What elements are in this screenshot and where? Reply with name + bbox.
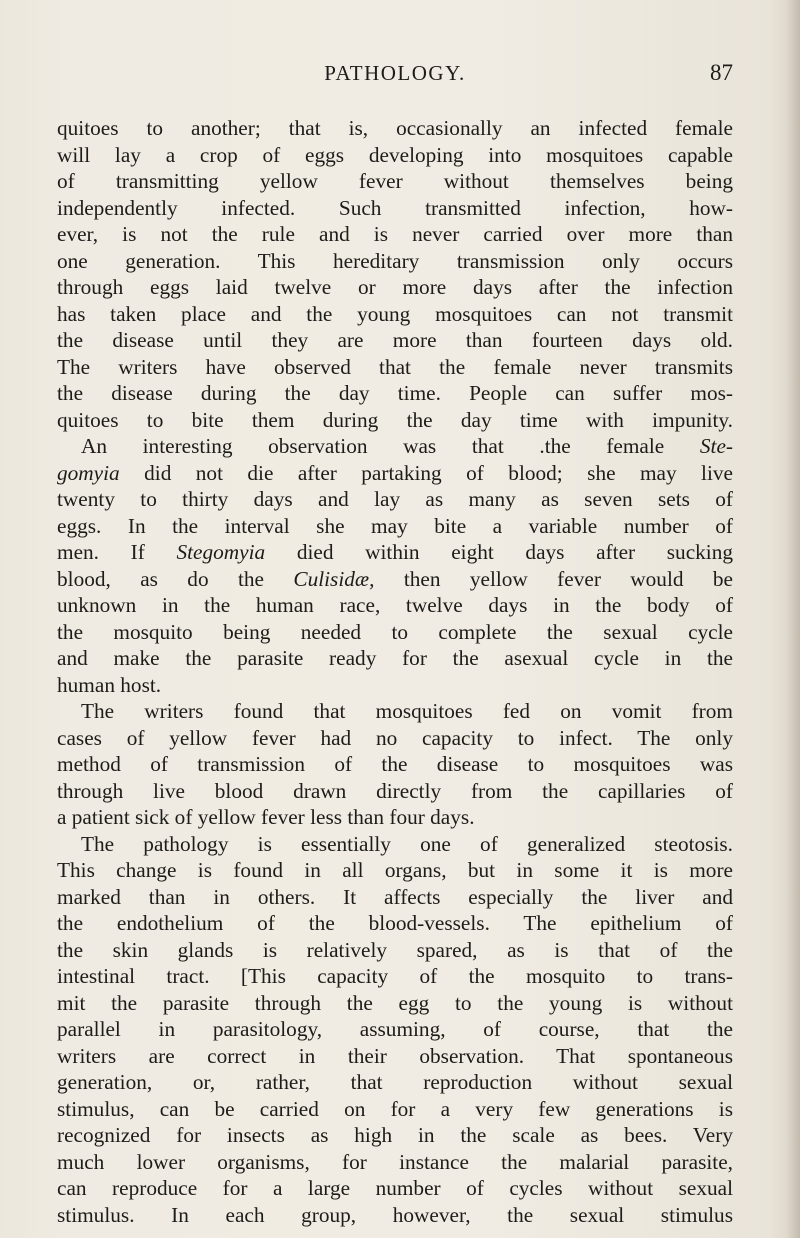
text-line bbox=[57, 1043, 733, 1070]
text-line bbox=[57, 725, 733, 752]
text-line bbox=[57, 645, 733, 672]
page-edge-shadow bbox=[786, 0, 800, 1238]
line-text: independently infected. Such transmitted infection, how- bbox=[57, 195, 733, 220]
line-text: can reproduce for a large number of cycles without sexual bbox=[57, 1176, 733, 1200]
text-line bbox=[57, 937, 733, 964]
text-line bbox=[57, 142, 733, 169]
text-line bbox=[57, 407, 733, 434]
running-title: PATHOLOGY. bbox=[324, 61, 466, 85]
line-text: the disease during the day time. People can suffer mos- bbox=[57, 381, 733, 405]
text-line bbox=[57, 1016, 733, 1043]
line-text: of transmitting yellow fever without themselves being bbox=[57, 169, 733, 193]
italic-term: Stegomyia bbox=[176, 540, 266, 564]
line-text: human host. bbox=[57, 672, 162, 697]
line-text: generation, or, rather, that reproduction without sexual bbox=[57, 1070, 733, 1094]
text-line bbox=[57, 751, 733, 778]
line-text: stimulus, can be carried on for a very few generations is bbox=[57, 1096, 733, 1121]
italic-term: gomyia bbox=[57, 460, 120, 485]
line-text: method of transmission of the disease to mosquitoes was bbox=[57, 752, 733, 776]
text-line bbox=[57, 1069, 733, 1096]
text-line bbox=[57, 592, 733, 619]
line-text: unknown in the human race, twelve days in the body of bbox=[57, 593, 733, 617]
text-line bbox=[57, 168, 733, 195]
text-line bbox=[57, 831, 733, 858]
line-text: and make the parasite ready for the asexual cycle in the bbox=[57, 646, 733, 670]
text-line bbox=[57, 274, 733, 301]
text-line bbox=[57, 1202, 733, 1229]
text-line bbox=[57, 990, 733, 1017]
line-text: quitoes to bite them during the day time with impunity. bbox=[57, 407, 733, 432]
line-text: mit the parasite through the egg to the young is without bbox=[57, 990, 733, 1015]
text-line bbox=[57, 963, 733, 990]
line-text: has taken place and the young mosquitoes can not transmit bbox=[57, 301, 733, 326]
text-line bbox=[57, 1149, 733, 1176]
line-text: parallel in parasitology, assuming, of course, that the bbox=[57, 1017, 733, 1041]
text-line bbox=[57, 804, 733, 831]
line-text: The writers found that mosquitoes fed on vomit from bbox=[81, 699, 733, 723]
text-line bbox=[57, 857, 733, 884]
text-line bbox=[57, 460, 733, 487]
text-line bbox=[57, 301, 733, 328]
line-text: one generation. This hereditary transmission only occurs bbox=[57, 248, 733, 273]
line-text: did not die after partaking of blood; she may live bbox=[119, 460, 733, 485]
text-line bbox=[57, 380, 733, 407]
line-text: cases of yellow fever had no capacity to infect. The only bbox=[57, 725, 733, 750]
body-text bbox=[57, 115, 733, 1228]
text-line bbox=[57, 1122, 733, 1149]
text-line bbox=[57, 698, 733, 725]
line-text: a patient sick of yellow fever less than four days. bbox=[57, 805, 475, 829]
italic-term: Ste- bbox=[699, 434, 733, 458]
text-line bbox=[57, 566, 733, 593]
line-text: stimulus. In each group, however, the sexual stimulus bbox=[57, 1202, 733, 1227]
line-text: eggs. In the interval she may bite a variable number of bbox=[57, 513, 733, 538]
text-line bbox=[57, 1096, 733, 1123]
line-text-after: then yellow fever would be bbox=[374, 566, 733, 591]
line-text: the mosquito being needed to complete the sexual cycle bbox=[57, 619, 733, 644]
line-text: recognized for insects as high in the scale as bees. Very bbox=[57, 1123, 733, 1147]
line-text: the endothelium of the blood-vessels. The epithelium of bbox=[57, 911, 733, 935]
line-text: through live blood drawn directly from the capillaries of bbox=[57, 778, 733, 803]
line-text: much lower organisms, for instance the malarial parasite, bbox=[57, 1149, 733, 1174]
text-line bbox=[57, 539, 733, 566]
text-line bbox=[57, 221, 733, 248]
line-text: The pathology is essentially one of generalized steotosis. bbox=[81, 831, 733, 856]
line-text-after: died within eight days after sucking bbox=[265, 540, 734, 564]
text-line bbox=[57, 778, 733, 805]
running-head bbox=[57, 58, 733, 88]
line-text: will lay a crop of eggs developing into mosquitoes capable bbox=[57, 142, 733, 167]
line-text: intestinal tract. [This capacity of the mosquito to trans- bbox=[57, 964, 733, 988]
text-line bbox=[57, 884, 733, 911]
line-text: blood, as do the bbox=[57, 566, 264, 591]
text-line bbox=[57, 354, 733, 381]
line-text: the skin glands is relatively spared, as is that of the bbox=[57, 937, 733, 962]
text-line bbox=[57, 486, 733, 513]
italic-term: Culisidæ, bbox=[293, 566, 375, 591]
text-line bbox=[57, 248, 733, 275]
page-number: 87 bbox=[710, 60, 733, 85]
line-text: The writers have observed that the female never transmits bbox=[57, 354, 733, 379]
text-line bbox=[57, 327, 733, 354]
line-text: twenty to thirty days and lay as many as seven sets of bbox=[57, 487, 733, 511]
text-line bbox=[57, 910, 733, 937]
line-text: men. If bbox=[57, 540, 145, 564]
line-text: This change is found in all organs, but in some it is more bbox=[57, 858, 733, 882]
text-line bbox=[57, 619, 733, 646]
text-line bbox=[57, 1175, 733, 1202]
text-line bbox=[57, 672, 733, 699]
line-text: quitoes to another; that is, occasionally an infected female bbox=[57, 116, 733, 140]
line-text: the disease until they are more than fourteen days old. bbox=[57, 328, 733, 352]
text-line bbox=[57, 513, 733, 540]
line-text: through eggs laid twelve or more days after the infection bbox=[57, 275, 733, 299]
line-text: ever, is not the rule and is never carried over more than bbox=[57, 222, 733, 246]
line-text: marked than in others. It affects especially the liver and bbox=[57, 884, 733, 909]
text-line bbox=[57, 115, 733, 142]
text-line bbox=[57, 433, 733, 460]
line-text: An interesting observation was that .the female bbox=[81, 434, 665, 458]
line-text: writers are correct in their observation. That spontaneous bbox=[57, 1043, 733, 1068]
text-line bbox=[57, 195, 733, 222]
